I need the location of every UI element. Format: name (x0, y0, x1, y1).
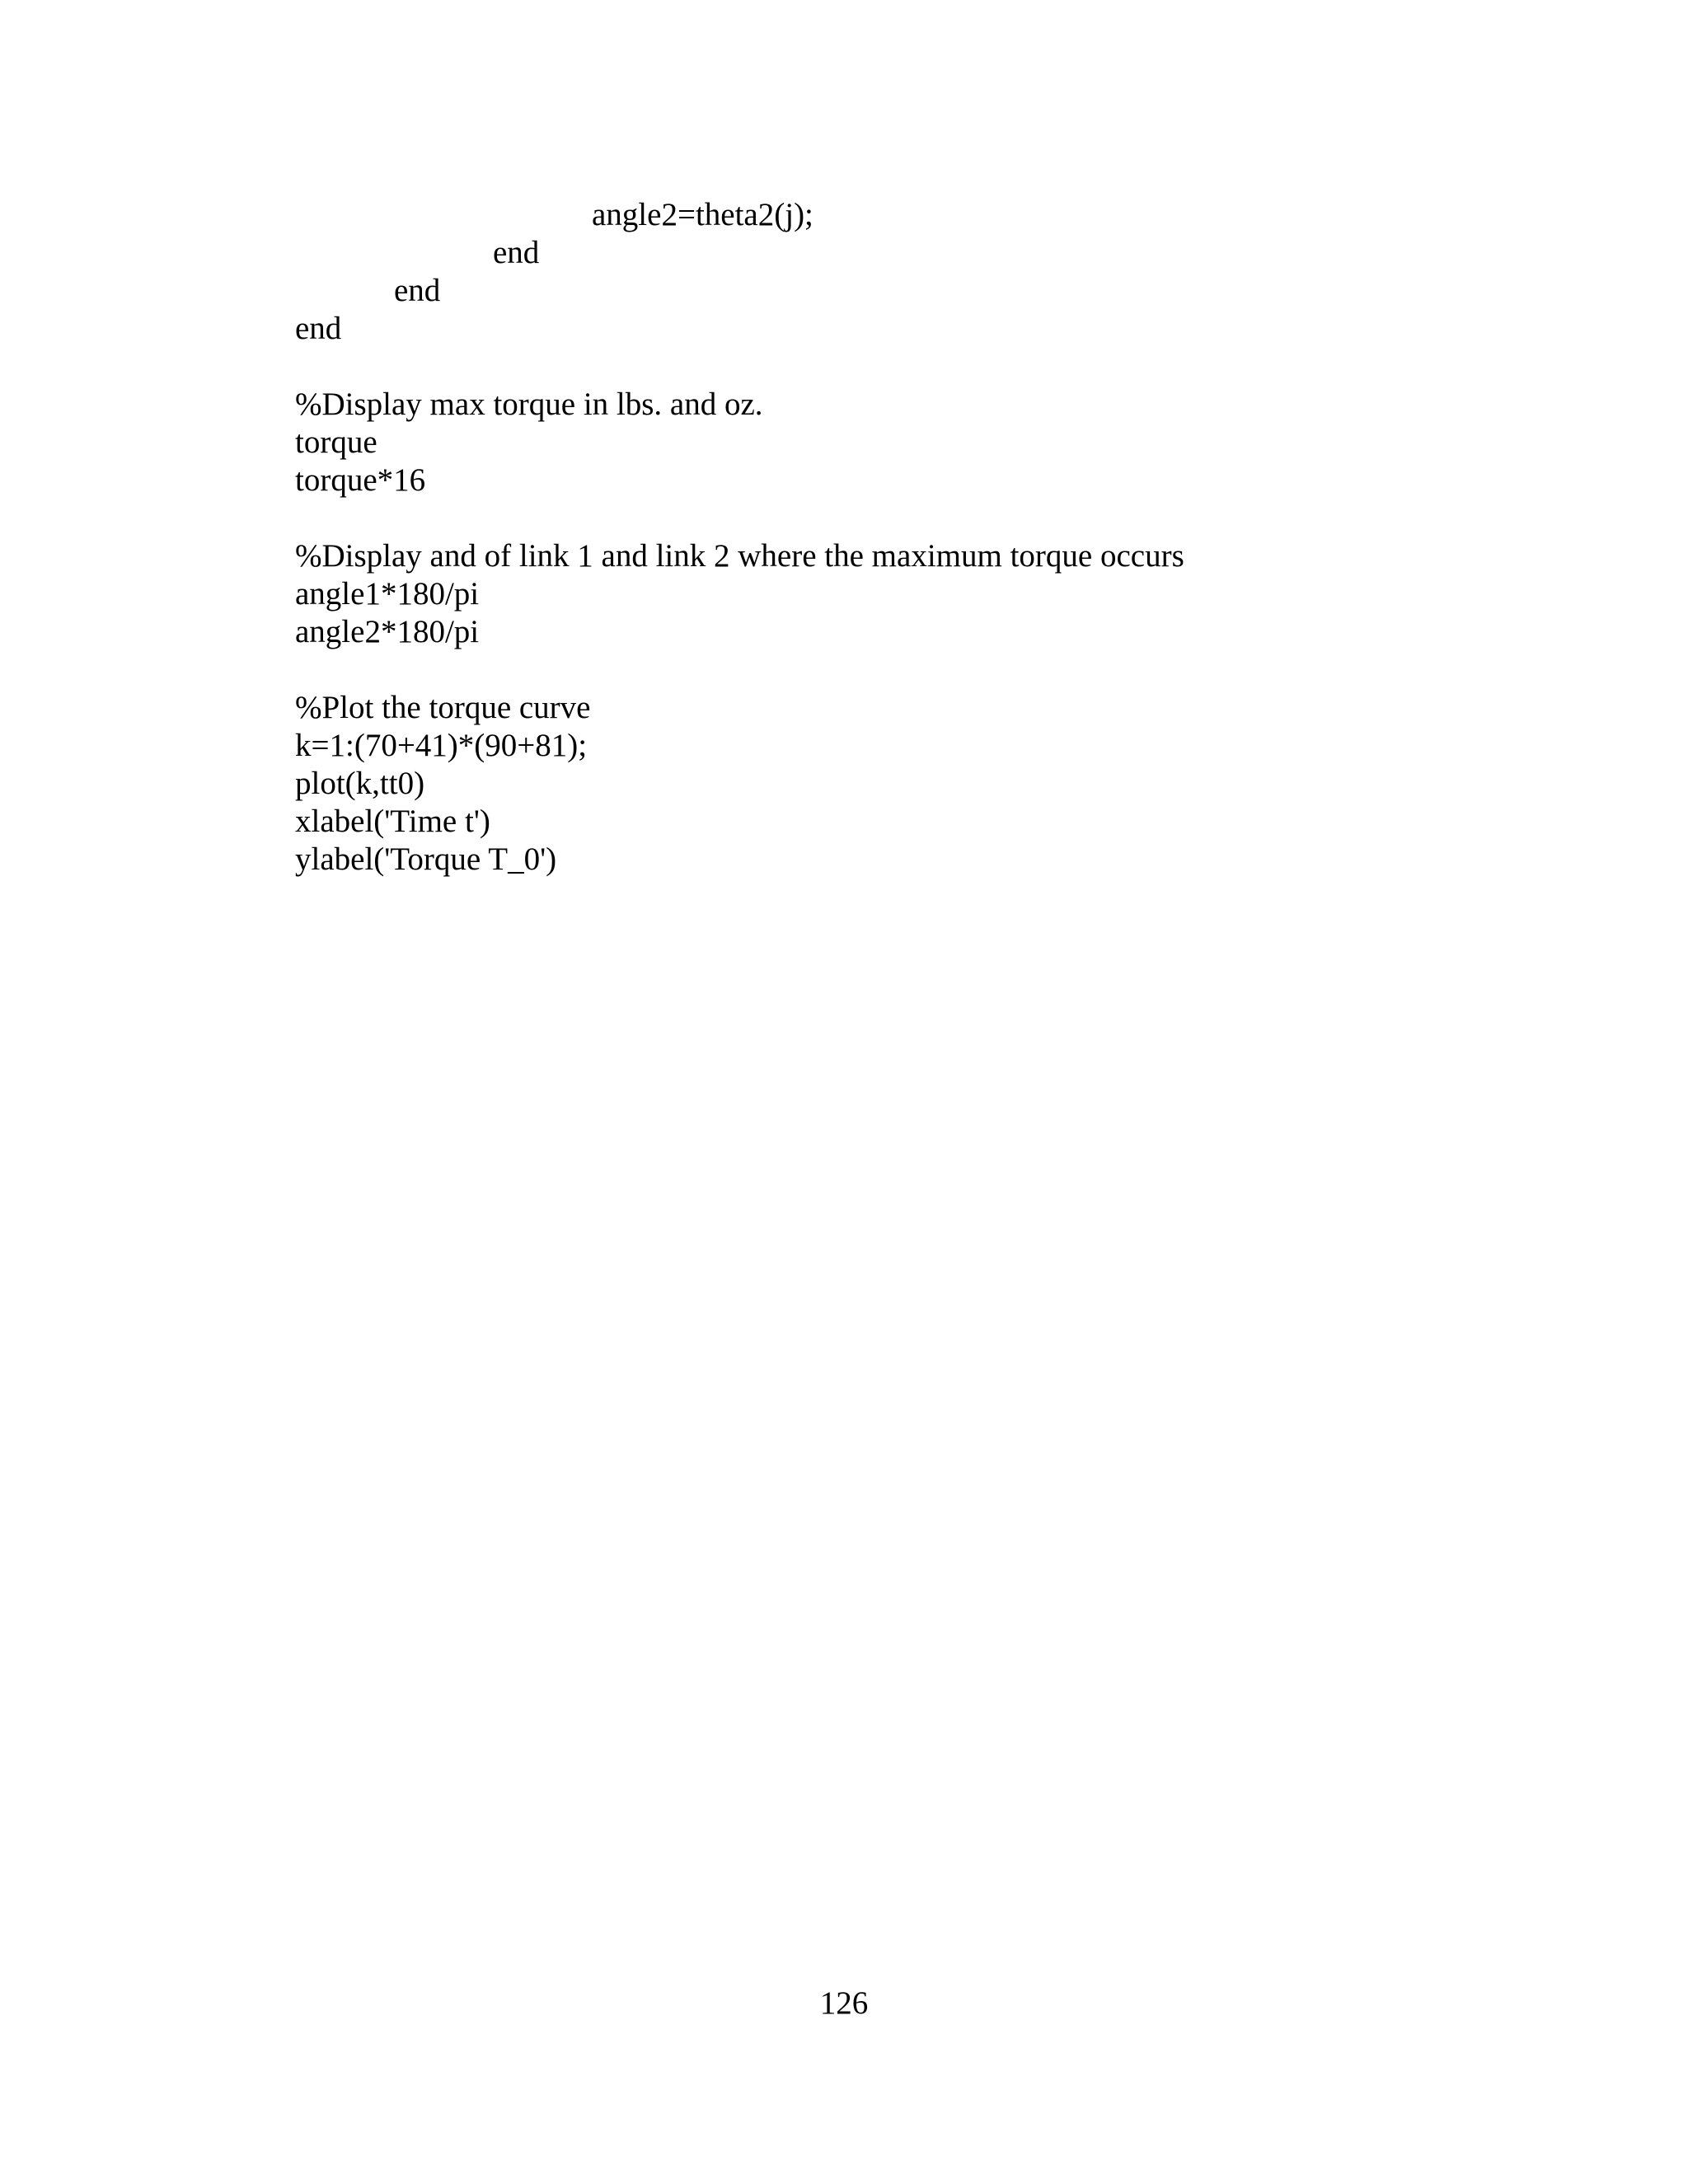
code-line: torque (295, 424, 377, 460)
code-line: angle1*180/pi (295, 576, 480, 612)
code-line: torque*16 (295, 462, 426, 498)
code-line: angle2*180/pi (295, 614, 480, 649)
comment-line: %Display and of link 1 and link 2 where the maximum torque occurs (295, 538, 1184, 574)
code-listing (295, 196, 1531, 879)
code-line: angle2=theta2(j); (592, 197, 814, 232)
code-line: plot(k,tt0) (295, 766, 425, 801)
blank-line (295, 348, 1531, 386)
code-line: k=1:(70+41)*(90+81); (295, 728, 588, 763)
page-number: 126 (819, 1985, 869, 2021)
blank-line (295, 499, 1531, 537)
code-line: end (394, 273, 441, 308)
code-line: ylabel('Torque T_0') (295, 841, 557, 877)
code-line: end (295, 311, 342, 346)
comment-line: %Plot the torque curve (295, 690, 591, 725)
code-line: end (493, 235, 540, 270)
blank-line (295, 651, 1531, 689)
comment-line: %Display max torque in lbs. and oz. (295, 387, 763, 422)
code-line: xlabel('Time t') (295, 804, 490, 839)
